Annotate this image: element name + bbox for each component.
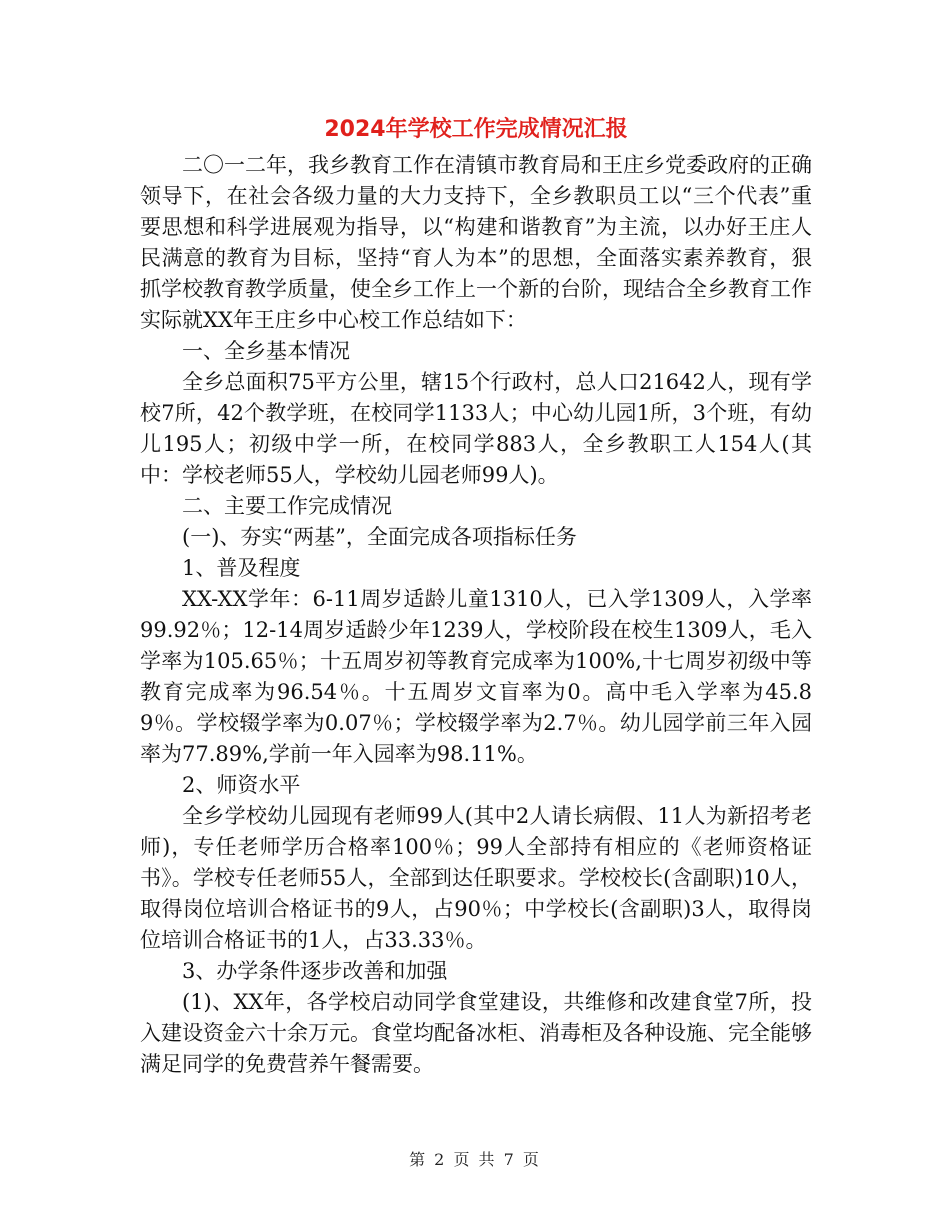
item-heading-teachers: 2、师资水平 xyxy=(182,773,301,797)
paragraph-teachers: 全乡学校幼儿园现有老师99人(其中2人请长病假、11人为新招考老师)，专任老师学历合格率100％；99人全部持有相应的《老师资格证书》。学校专任老师55人，全部到达任职要求。学校校长(含副职)10人，取得岗位培训合格证书的9人，占90％；中学校长(含副职)3人，取得岗位培训合格证书的1人，占33.33％。 xyxy=(140,804,812,952)
document-title: 2024年学校工作完成情况汇报 xyxy=(324,117,628,142)
paragraph-popularization: XX-XX学年：6-11周岁适龄儿童1310人，已入学1309人，入学率99.92％；12-14周岁适龄少年1239人，学校阶段在校生1309人，毛入学率为105.65％；十五周岁初等教育完成率为100%,十七周岁初级中等教育完成率为96.54％。十五周岁文盲率为0。高中毛入学率为45.89％。学校辍学率为0.07％；学校辍学率为2.7％。幼儿园学前三年入园率为77.89%,学前一年入园率为98.11%。 xyxy=(140,587,812,766)
subsection-heading-two-basics: (一)、夯实“两基”，全面完成各项指标任务 xyxy=(182,525,577,549)
paragraph-basic-info: 全乡总面积75平方公里，辖15个行政村，总人口21642人，现有学校7所，42个教学班，在校同学1133人；中心幼儿园1所，3个班，有幼儿195人；初级中学一所，在校同学883人，全乡教职工人154人(其中：学校老师55人，学校幼儿园老师99人)。 xyxy=(140,370,812,487)
page-footer: 第 2 页 共 7 页 xyxy=(409,1150,541,1169)
paragraph-intro: 二〇一二年，我乡教育工作在清镇市教育局和王庄乡党委政府的正确领导下，在社会各级力量的大力支持下，全乡教职员工以“三个代表”重要思想和科学进展观为指导，以“构建和谐教育”为主流，以办好王庄人民满意的教育为目标，坚持“育人为本”的思想，全面落实素养教育，狠抓学校教育教学质量，使全乡工作上一个新的台阶，现结合全乡教育工作实际就XX年王庄乡中心校工作总结如下： xyxy=(140,153,812,332)
section-heading-basic: 一、全乡基本情况 xyxy=(182,339,350,363)
section-heading-main-work: 二、主要工作完成情况 xyxy=(182,494,392,518)
item-heading-popularization: 1、普及程度 xyxy=(182,556,301,580)
item-heading-conditions: 3、办学条件逐步改善和加强 xyxy=(182,959,448,983)
paragraph-canteens: (1)、XX年，各学校启动同学食堂建设，共维修和改建食堂7所，投入建设资金六十余万元。食堂均配备冰柜、消毒柜及各种设施、完全能够满足同学的免费营养午餐需要。 xyxy=(140,990,812,1076)
